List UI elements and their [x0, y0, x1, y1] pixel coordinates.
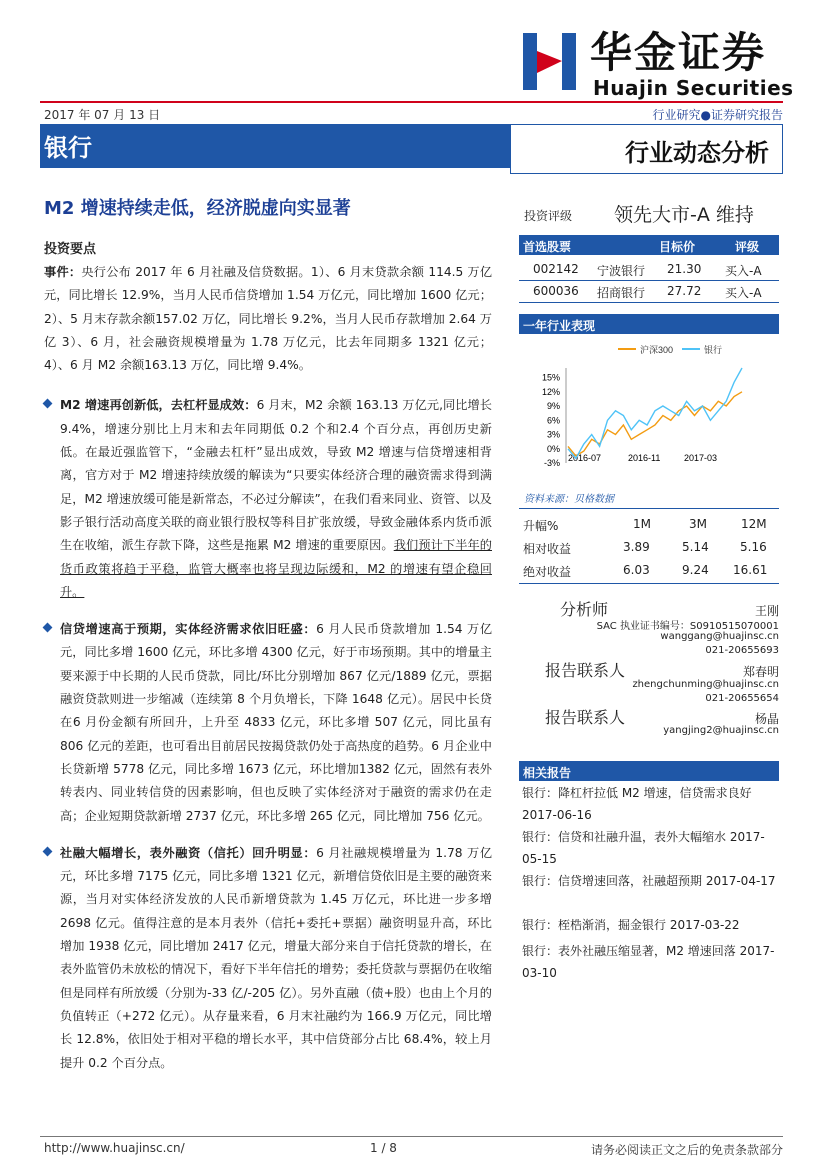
stock-code: 002142 — [533, 262, 579, 276]
table-row — [519, 259, 779, 281]
x-tick-label: 2016-07 — [568, 453, 602, 463]
section-text: 6 月人民币贷款增加 1.54 万亿元，同比多增 1600 亿元，环比多增 4300 亿元，好于市场预期。其中的增量主要来源于中长期的人民币贷款，同比/环比分别增加 867 亿元/1889 亿元，票据融资贷款则进一步缩减（连续第 8 个月负增长，下降 1648 亿元）。居民中长贷在6 月份金额有所回升，上升至 4833 亿元，环比多增 507 亿元，同比虽有 806 亿元的差距，也可看出目前居民按揭贷款仍处于高热度的趋势。6 月企业中长贷新增 5778 亿元，同比多增 1673 亿元，环比增加1382 亿元，固然有表外转表内、同业转信贷的因素影响，但也反映了实体经济对于融资的需求仍在走高；企业短期贷款新增 2737 亿元，环比多增 265 亿元，同比增加 756 亿元。 — [60, 622, 493, 823]
section-text: 6 月末，M2 余额 163.13 万亿元,同比增长 9.4%，增速分别比上月末和去年同期低 0.2 个和2.4 个百分点，再创历史新低。在最近强监管下，“金融去杠杆”显出成效，导致 M2 增速与信贷增速相背离，官方对于 M2 增速持续放缓的解读为“只要实体经济合理的融资需求得到满足，M2 增速放缓可能是新常态，不必过分解读”，在我们看来同业、资管、以及影子银行活动高度关联的商业银行股权等科目扩张放缓，导致金融体系内货币派生在收缩，派生存款下降，这些是拖累 M2 增速的重要原因。 — [60, 398, 492, 553]
perf-title: 一年行业表现 — [523, 319, 596, 333]
brand-name-en: Huajin Securities — [593, 76, 794, 100]
performance-chart — [520, 338, 782, 470]
stock-code: 600036 — [533, 284, 579, 298]
section-text: 6 月社融规模增量为 1.78 万亿元，环比多增 7175 亿元，同比多增 1321 亿元，新增信贷依旧是主要的融资来源，当月对实体经济发放的人民币新增贷款为 1.45 万亿元，环比进一步多增 2698 亿元。值得注意的是本月表外（信托+委托+票据）融资明显升高，环比增加 1938 亿元，同比增加 2417 亿元，增量大部分来自于信托贷款的增长，在表外监管仍未放松的情况下，看好下半年信托的增势；委托贷款与票据仍在收缩但是同样有所放缓（分别为-33 亿/-205 亿）。另外直融（债+股）也由上个月的负值转正（+272 亿元）。从存量来看，6 月末社融约为 166.9 万亿元，同比增长 12.8%，依旧处于相对平稳的增长水平，其中信贷部分占比 68.4%，较上月提升 0.2 个百分点。 — [60, 845, 493, 1070]
header-cell: 3M — [689, 517, 707, 531]
legend-hs300: 沪深300 — [640, 345, 674, 355]
value-1m: 6.03 — [623, 563, 650, 577]
analyst-sac: SAC 执业证书编号：S0910515070001 — [596, 621, 779, 632]
y-tick-label: 0% — [546, 443, 560, 454]
section-title: 社融大幅增长，表外融资（信托）回升明显： — [60, 845, 317, 860]
related-report-link[interactable]: 银行：桎梏渐消，掘金银行 2017-03-22 — [522, 918, 740, 932]
row-label: 相对收益 — [523, 542, 572, 556]
contact-email: yangjing2@huajinsc.cn — [663, 725, 779, 736]
row-label: 绝对收益 — [523, 565, 572, 579]
header-cell: 首选股票 — [523, 240, 572, 254]
bullet-icon — [43, 623, 53, 633]
section-social-financing — [44, 842, 492, 1075]
rating-label: 投资评级 — [524, 209, 573, 223]
related-report-link[interactable]: 银行：信贷增速回落，社融超预期 2017-04-17 — [522, 874, 776, 888]
main-body — [44, 261, 492, 1075]
x-tick-label: 2016-11 — [628, 453, 661, 463]
value-1m: 3.89 — [623, 540, 650, 554]
page-number: 1 / 8 — [370, 1141, 397, 1155]
footer-url[interactable]: http://www.huajinsc.cn/ — [44, 1141, 185, 1155]
table-row — [519, 281, 779, 303]
perf-table-bottom — [519, 583, 779, 584]
report-date: 2017 年 07 月 13 日 — [44, 108, 161, 122]
stock-name: 招商银行 — [597, 286, 646, 300]
brand-name-cn: 华金证券 — [590, 28, 767, 77]
series-line-hs300 — [568, 392, 742, 456]
perf-table-divider — [519, 508, 779, 509]
target-price: 21.30 — [667, 262, 702, 276]
stock-name: 宁波银行 — [597, 264, 646, 278]
related-report-link[interactable]: 银行：信贷和社融升温，表外大幅缩水 2017-05-15 — [522, 830, 765, 866]
analyst-email: wanggang@huajinsc.cn — [660, 631, 779, 642]
y-tick-label: -3% — [543, 458, 560, 468]
analyst-name: 王刚 — [754, 604, 779, 618]
stock-rating: 买入-A — [725, 286, 762, 300]
related-title: 相关报告 — [523, 766, 572, 780]
event-paragraph — [44, 261, 492, 377]
value-3m: 5.14 — [682, 540, 709, 554]
section-underline: 我们预计下半年的货币政策将趋于平稳，监管大概率也将呈现边际缓和，M2 的增速有望企稳回升。 — [60, 538, 492, 599]
section-title: M2 增速再创新低，去杠杆显成效： — [60, 398, 257, 413]
stock-table-header — [519, 235, 779, 255]
related-report-link[interactable]: 银行：表外社融压缩显著，M2 增速回落 2017-03-10 — [522, 944, 775, 980]
logo-icon — [523, 33, 576, 90]
header-divider — [40, 101, 783, 103]
y-tick-label: 12% — [541, 386, 560, 397]
sector-title: 银行 — [44, 134, 92, 162]
bullet-icon — [43, 399, 53, 409]
summary-title: 投资要点 — [44, 242, 97, 257]
report-type: 行业研究●证券研究报告 — [652, 108, 783, 122]
chart-source: 资料来源：贝格数据 — [524, 494, 614, 505]
header-cell: 升幅% — [523, 519, 559, 533]
header-cell: 目标价 — [659, 240, 696, 254]
event-text: 央行公布 2017 年 6 月社融及信贷数据。1）、6 月末贷款余额 114.5 万亿元，同比增长 12.9%，当月人民币信贷增加 1.54 万亿元，同比增加 1600 亿元；2）、5 月末存款余额157.02 万亿，同比增长 9.2%，当月人民币存款增加 2.64 万亿 3）、6 月，社会融资规模增量为 1.78 万亿元，比去年同期多 1321 亿元； 4）、6 月 M2 余额163.13 万亿，同比增 9.4%。 — [44, 265, 493, 373]
report-kind: 行业动态分析 — [625, 139, 769, 167]
contact-name: 郑春明 — [742, 665, 779, 679]
header-cell: 12M — [741, 517, 767, 531]
bullet-icon — [43, 846, 53, 856]
related-title-bar — [519, 761, 779, 781]
series-line-bank — [568, 368, 742, 458]
analyst-phone: 021-20655693 — [705, 645, 779, 656]
contact-name: 杨晶 — [754, 712, 779, 726]
section-credit — [44, 618, 492, 828]
value-3m: 9.24 — [682, 563, 709, 577]
perf-title-bar — [519, 314, 779, 334]
related-report-link[interactable]: 银行：降杠杆拉低 M2 增速，信贷需求良好 2017-06-16 — [522, 786, 752, 822]
rating-value: 领先大市-A 维持 — [614, 204, 754, 226]
contact-phone: 021-20655654 — [705, 693, 779, 704]
legend-bank: 银行 — [704, 345, 723, 355]
disclaimer-note: 请务必阅读正文之后的免责条款部分 — [590, 1143, 783, 1157]
target-price: 27.72 — [667, 284, 702, 298]
role-label: 报告联系人 — [545, 661, 626, 680]
contact-email: zhengchunming@huajinsc.cn — [632, 679, 779, 690]
y-tick-label: 15% — [541, 372, 560, 383]
contact-role — [545, 658, 625, 681]
headline: M2 增速持续走低，经济脱虚向实显著 — [44, 198, 351, 219]
section-title: 信贷增速高于预期，实体经济需求依旧旺盛： — [60, 622, 317, 637]
role-label: 报告联系人 — [545, 708, 626, 727]
role-label: 分析师 — [560, 600, 609, 619]
section-m2 — [44, 394, 492, 604]
value-12m: 16.61 — [733, 563, 768, 577]
y-tick-label: 6% — [546, 415, 560, 426]
stock-rating: 买入-A — [725, 264, 762, 278]
header-cell: 评级 — [735, 240, 760, 254]
y-tick-label: 3% — [546, 429, 560, 440]
event-label: 事件： — [44, 265, 82, 279]
header-cell: 1M — [633, 517, 651, 531]
footer-divider — [40, 1136, 783, 1137]
y-tick-label: 9% — [546, 401, 560, 411]
x-tick-label: 2017-03 — [684, 453, 718, 463]
value-12m: 5.16 — [740, 540, 767, 554]
